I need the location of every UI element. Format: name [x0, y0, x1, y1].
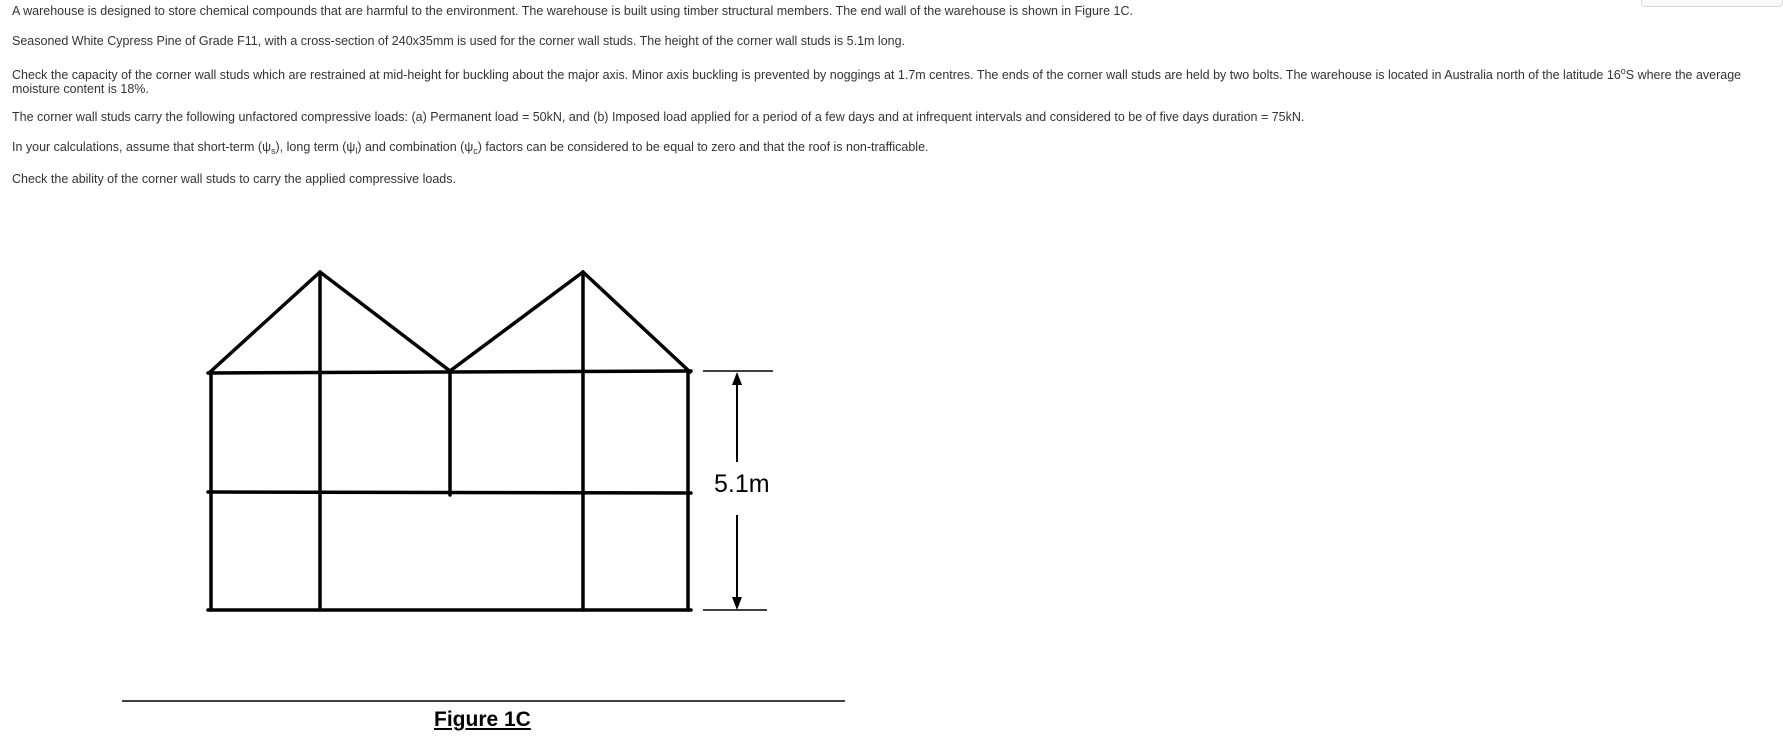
- dimension-arrow-up-icon: [732, 372, 742, 385]
- paragraph-loads: The corner wall studs carry the following unfactored compressive loads: (a) Permanent load = 50kN, and (b) Imposed load applied for a period of a few days and at infrequent intervals and considered to be of five days duration = 75kN.: [12, 110, 1305, 124]
- paragraph-warehouse-description: A warehouse is designed to store chemical compounds that are harmful to the environment. The warehouse is built using timber structural members. The end wall of the warehouse is shown in Figure 1C.: [12, 4, 1133, 18]
- assumption-text-3: ) and combination (: [357, 140, 465, 154]
- paragraph-capacity-check: [12, 68, 1772, 96]
- paragraph-task: Check the ability of the corner wall studs to carry the applied compressive loads.: [12, 172, 456, 186]
- capacity-text: Check the capacity of the corner wall studs which are restrained at mid-height for buckling about the major axis. Minor axis buckling is prevented by noggings at 1.7m centres. The ends of the corner wall studs are held by two bolts. The warehouse is located in Australia north of the latitude 16: [12, 68, 1621, 82]
- assumption-text-1: In your calculations, assume that short-term (: [12, 140, 263, 154]
- capacity-text-end: S where the average moisture content is 18%.: [12, 68, 1742, 96]
- psi-symbol: ψ: [346, 140, 356, 154]
- problem-statement: [12, 4, 1772, 202]
- psi-subscript-s: s: [271, 146, 276, 156]
- rafter-left-2: [450, 272, 583, 371]
- psi-subscript-l: l: [355, 146, 358, 156]
- rafter-left-1: [209, 272, 320, 373]
- rafter-right-2: [583, 272, 690, 372]
- psi-subscript-c: c: [473, 146, 478, 156]
- psi-symbol: ψ: [262, 140, 272, 154]
- assumption-text-4: ) factors can be considered to be equal to zero and that the roof is non-trafficable.: [477, 140, 929, 154]
- wall-frame: [208, 272, 691, 610]
- psi-symbol: ψ: [464, 140, 474, 154]
- assumption-text-2: ), long term (: [275, 140, 347, 154]
- paragraph-stud-material: Seasoned White Cypress Pine of Grade F11, with a cross-section of 240x35mm is used for the corner wall studs. The height of the corner wall studs is 5.1m long.: [12, 34, 906, 48]
- dimension-label: 5.1m: [714, 470, 770, 498]
- figure-caption: Figure 1C: [434, 708, 531, 731]
- dimension-arrow-down-icon: [732, 597, 742, 610]
- paragraph-assumptions: [12, 140, 1772, 154]
- rafter-right-1: [320, 272, 450, 371]
- degree-superscript: o: [1620, 66, 1626, 76]
